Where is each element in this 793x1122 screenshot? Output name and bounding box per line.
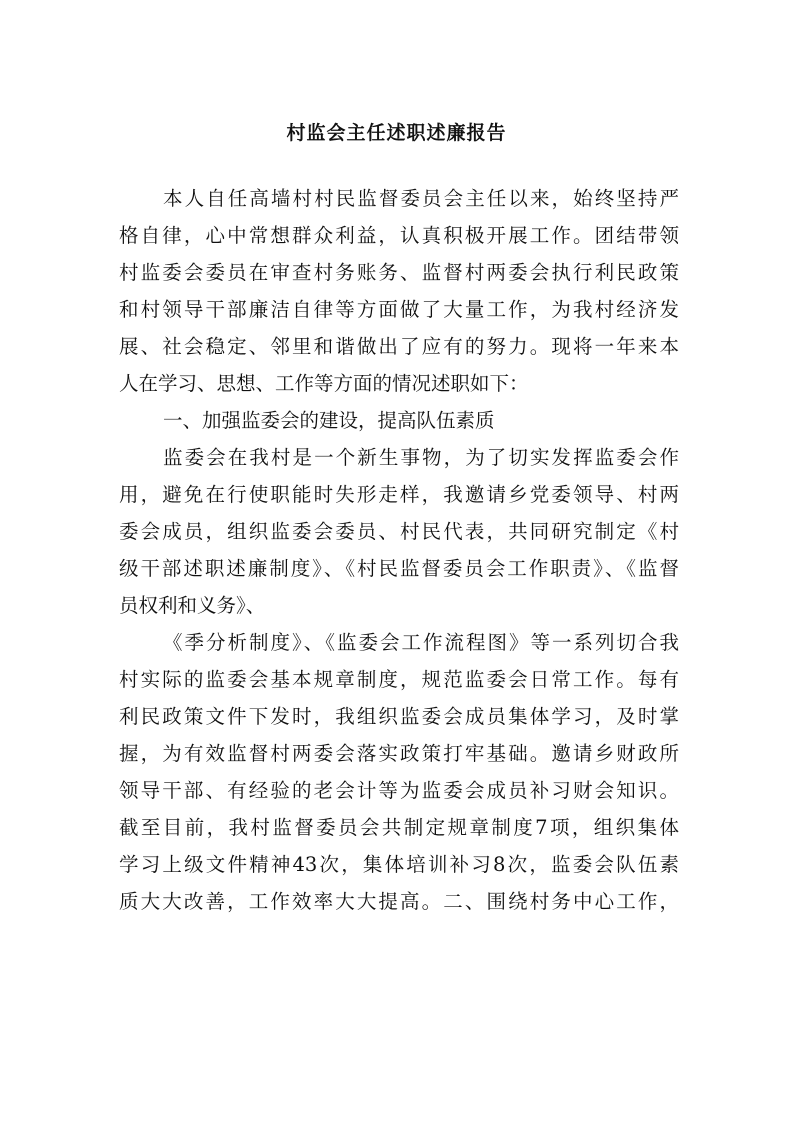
document-body	[119, 180, 679, 920]
paragraph-line: 用，避免在行使职能时失形走样，我邀请乡党委领导、村两	[119, 483, 679, 506]
paragraph-line: 截至目前，我村监督委员会共制定规章制度7项，组织集体	[119, 816, 679, 839]
paragraph-line: 级干部述职述廉制度》、《村民监督委员会工作职责》、《监督	[119, 557, 679, 580]
paragraph-line: 村实际的监委会基本规章制度，规范监委会日常工作。每有	[119, 668, 679, 691]
document-title: 村监会主任述职述廉报告	[286, 122, 507, 144]
section-heading: 一、加强监委会的建设，提高队伍素质	[163, 409, 495, 432]
paragraph-line: 村监委会委员在审查村务账务、监督村两委会执行利民政策	[119, 261, 679, 284]
paragraph-line: 人在学习、思想、工作等方面的情况述职如下：	[119, 372, 529, 395]
paragraph-line: 本人自任高墙村村民监督委员会主任以来，始终坚持严	[163, 187, 679, 210]
paragraph-line: 质大大改善，工作效率大大提高。二、围绕村务中心工作，	[119, 890, 679, 913]
paragraph-line: 握，为有效监督村两委会落实政策打牢基础。邀请乡财政所	[119, 742, 679, 765]
paragraph-line: 学习上级文件精神43次，集体培训补习8次，监委会队伍素	[119, 853, 679, 876]
paragraph-line: 《季分析制度》、《监委会工作流程图》等一系列切合我	[163, 631, 679, 654]
paragraph-line: 利民政策文件下发时，我组织监委会成员集体学习，及时掌	[119, 705, 679, 728]
paragraph-line: 领导干部、有经验的老会计等为监委会成员补习财会知识。	[119, 779, 679, 802]
paragraph-line: 监委会在我村是一个新生事物，为了切实发挥监委会作	[163, 446, 679, 469]
paragraph-line: 和村领导干部廉洁自律等方面做了大量工作，为我村经济发	[119, 298, 679, 321]
paragraph-line: 委会成员，组织监委会委员、村民代表，共同研究制定《村	[119, 520, 679, 543]
paragraph-line: 展、社会稳定、邻里和谐做出了应有的努力。现将一年来本	[119, 335, 679, 358]
paragraph-line: 员权利和义务》、	[119, 594, 266, 617]
paragraph-line: 格自律，心中常想群众利益，认真积极开展工作。团结带领	[119, 224, 679, 247]
